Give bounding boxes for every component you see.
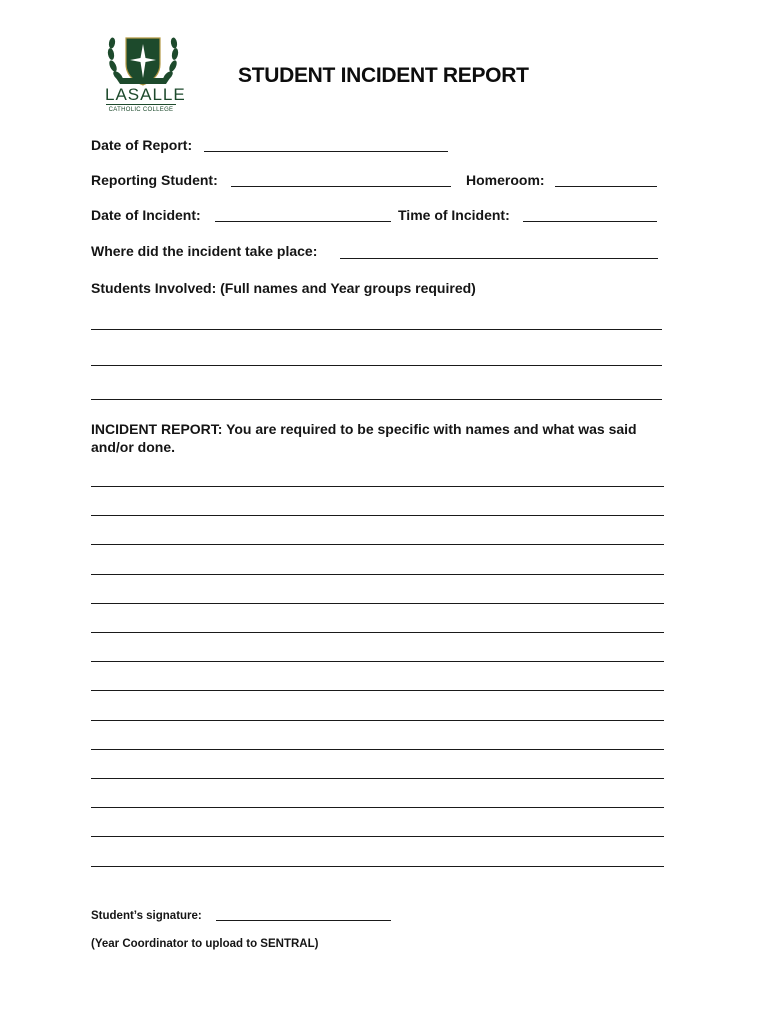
location-label: Where did the incident take place: [91, 243, 318, 259]
incident-report-line[interactable] [91, 836, 664, 837]
location-field[interactable] [340, 258, 658, 259]
footer-note: (Year Coordinator to upload to SENTRAL) [91, 938, 319, 950]
incident-report-line[interactable] [91, 690, 664, 691]
incident-report-line[interactable] [91, 661, 664, 662]
incident-report-line[interactable] [91, 515, 664, 516]
incident-report-prompt: INCIDENT REPORT: You are required to be specific with names and what was said and/or done. [91, 421, 637, 455]
incident-report-line[interactable] [91, 807, 664, 808]
students-involved-line[interactable] [91, 365, 662, 366]
homeroom-field[interactable] [555, 186, 657, 187]
incident-report-line[interactable] [91, 544, 664, 545]
date-of-incident-field[interactable] [215, 221, 391, 222]
students-involved-label: Students Involved: (Full names and Year groups required) [91, 280, 476, 296]
incident-report-line[interactable] [91, 778, 664, 779]
homeroom-label: Homeroom: [466, 172, 545, 188]
reporting-student-field[interactable] [231, 186, 451, 187]
students-involved-line[interactable] [91, 329, 662, 330]
logo-wordmark: LASALLE [105, 85, 186, 104]
reporting-student-label: Reporting Student: [91, 172, 218, 188]
incident-report-line[interactable] [91, 720, 664, 721]
date-of-report-field[interactable] [204, 151, 448, 152]
logo-divider [106, 104, 176, 105]
time-of-incident-field[interactable] [523, 221, 657, 222]
date-of-report-label: Date of Report: [91, 137, 193, 153]
incident-report-line[interactable] [91, 866, 664, 867]
page-title: STUDENT INCIDENT REPORT [238, 64, 529, 87]
time-of-incident-label: Time of Incident: [398, 207, 510, 223]
incident-report-line[interactable] [91, 632, 664, 633]
incident-report-line[interactable] [91, 574, 664, 575]
incident-report-line[interactable] [91, 603, 664, 604]
signature-field[interactable] [216, 920, 391, 921]
incident-report-line[interactable] [91, 749, 664, 750]
incident-report-line[interactable] [91, 486, 664, 487]
signature-label: Student’s signature: [91, 910, 202, 922]
date-of-incident-label: Date of Incident: [91, 207, 201, 223]
students-involved-line[interactable] [91, 399, 662, 400]
logo-subtitle: CATHOLIC COLLEGE [108, 107, 174, 113]
